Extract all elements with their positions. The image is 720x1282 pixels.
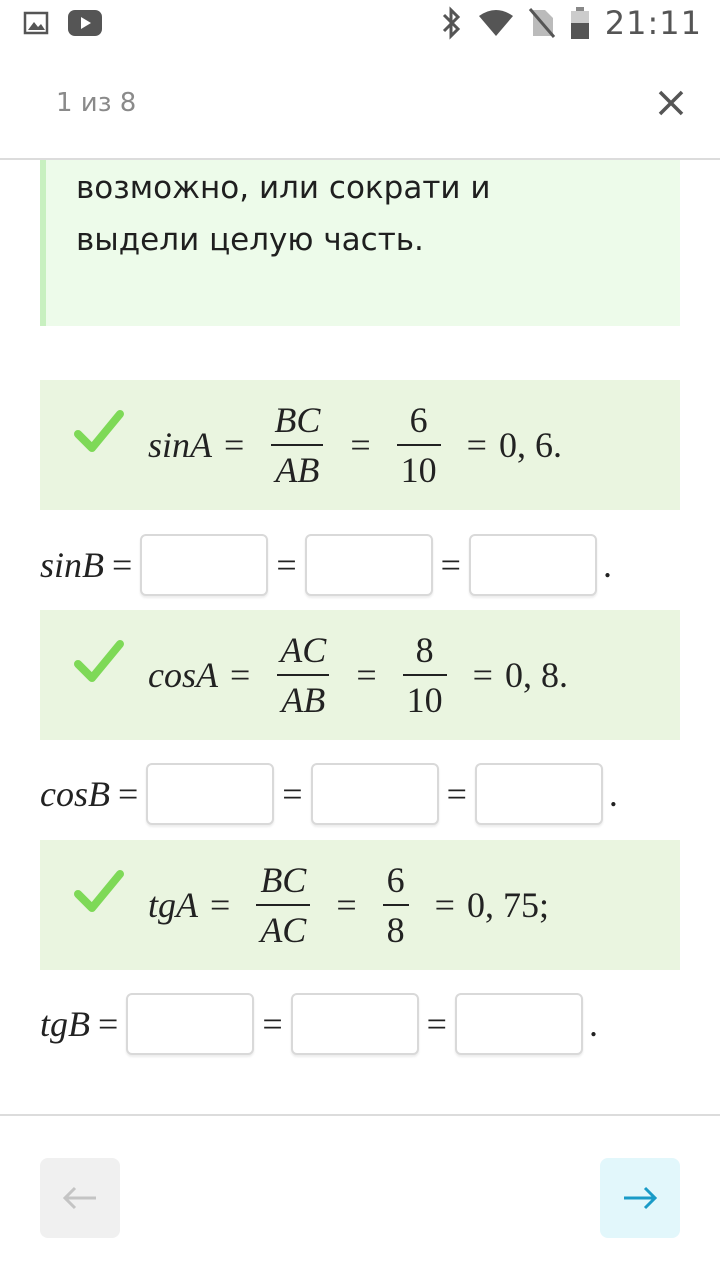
next-button[interactable]	[600, 1158, 680, 1238]
equals-sign: =	[262, 1004, 283, 1044]
fraction	[383, 862, 409, 948]
solved-row-tgA	[40, 840, 680, 970]
fraction	[397, 402, 441, 488]
equals-sign: =	[98, 1004, 119, 1044]
answer-input-2[interactable]	[305, 534, 433, 596]
navigation-footer	[0, 1114, 720, 1282]
check-icon	[74, 638, 124, 686]
equals-sign: =	[336, 885, 357, 925]
answer-input-1[interactable]	[146, 763, 274, 825]
equals-sign: =	[112, 545, 133, 585]
function-name: sinB	[40, 545, 105, 585]
input-row-cosB	[40, 754, 618, 834]
arrow-right-icon	[622, 1186, 658, 1210]
formula	[148, 380, 562, 510]
task-header	[0, 50, 720, 160]
denominator: AB	[271, 444, 323, 488]
function-name: sinA	[148, 425, 213, 465]
input-row-tgB	[40, 984, 598, 1064]
fraction	[270, 402, 324, 488]
result: 0, 6.	[498, 425, 562, 465]
task-counter: 1 из 8	[56, 88, 137, 118]
status-bar	[0, 0, 720, 50]
fraction	[403, 632, 447, 718]
numerator: BC	[260, 860, 307, 900]
function-name: cosB	[40, 774, 110, 814]
answer-input-3[interactable]	[475, 763, 603, 825]
equals-sign: =	[472, 655, 493, 695]
equals-sign: =	[434, 885, 455, 925]
close-icon[interactable]	[656, 88, 686, 118]
equals-sign: =	[446, 774, 467, 814]
denominator: 10	[403, 674, 447, 718]
answer-input-1[interactable]	[126, 993, 254, 1055]
function-name: cosA	[148, 655, 218, 695]
formula	[148, 610, 568, 740]
no-sim-icon	[529, 8, 555, 38]
solved-row-cosA	[40, 610, 680, 740]
answer-input-1[interactable]	[140, 534, 268, 596]
image-icon	[24, 11, 48, 35]
equals-sign: =	[117, 774, 139, 814]
task-text: возможно, или сократи и выдели целую часть.	[76, 170, 491, 258]
numerator: AC	[280, 630, 327, 670]
equals-sign: =	[426, 1004, 447, 1044]
end-period: .	[602, 545, 612, 585]
numerator: BC	[274, 400, 321, 440]
function-name: tgA	[148, 885, 198, 925]
equals-sign: =	[276, 545, 297, 585]
numerator: 6	[409, 400, 428, 440]
equals-sign: =	[466, 425, 487, 465]
equals-sign: =	[356, 655, 377, 695]
solved-row-sinA	[40, 380, 680, 510]
denominator: 10	[397, 444, 441, 488]
numerator: 6	[386, 860, 405, 900]
answer-input-3[interactable]	[455, 993, 583, 1055]
task-content[interactable]	[0, 160, 720, 1115]
denominator: AB	[277, 674, 329, 718]
fraction	[256, 862, 310, 948]
fraction	[276, 632, 330, 718]
result: 0, 75;	[466, 885, 549, 925]
answer-input-2[interactable]	[311, 763, 439, 825]
end-period: .	[608, 774, 618, 814]
check-icon	[74, 868, 124, 916]
clock: 21:11	[604, 4, 702, 42]
equals-sign: =	[210, 885, 231, 925]
answer-input-2[interactable]	[291, 993, 419, 1055]
denominator: AC	[256, 904, 310, 948]
previous-button[interactable]	[40, 1158, 120, 1238]
equals-sign: =	[229, 655, 251, 695]
equals-sign: =	[282, 774, 303, 814]
equals-sign: =	[440, 545, 461, 585]
equals-sign: =	[350, 425, 371, 465]
denominator: 8	[383, 904, 409, 948]
numerator: 8	[415, 630, 434, 670]
end-period: .	[588, 1004, 598, 1044]
bluetooth-icon	[441, 6, 463, 40]
check-icon	[74, 408, 124, 456]
youtube-icon	[68, 10, 102, 36]
formula	[148, 840, 549, 970]
function-name: tgB	[40, 1004, 90, 1044]
battery-icon	[571, 7, 589, 39]
wifi-icon	[479, 10, 513, 36]
result: 0, 8.	[504, 655, 568, 695]
answer-input-3[interactable]	[469, 534, 597, 596]
arrow-left-icon	[62, 1186, 98, 1210]
equals-sign: =	[224, 425, 245, 465]
input-row-sinB	[40, 525, 612, 605]
